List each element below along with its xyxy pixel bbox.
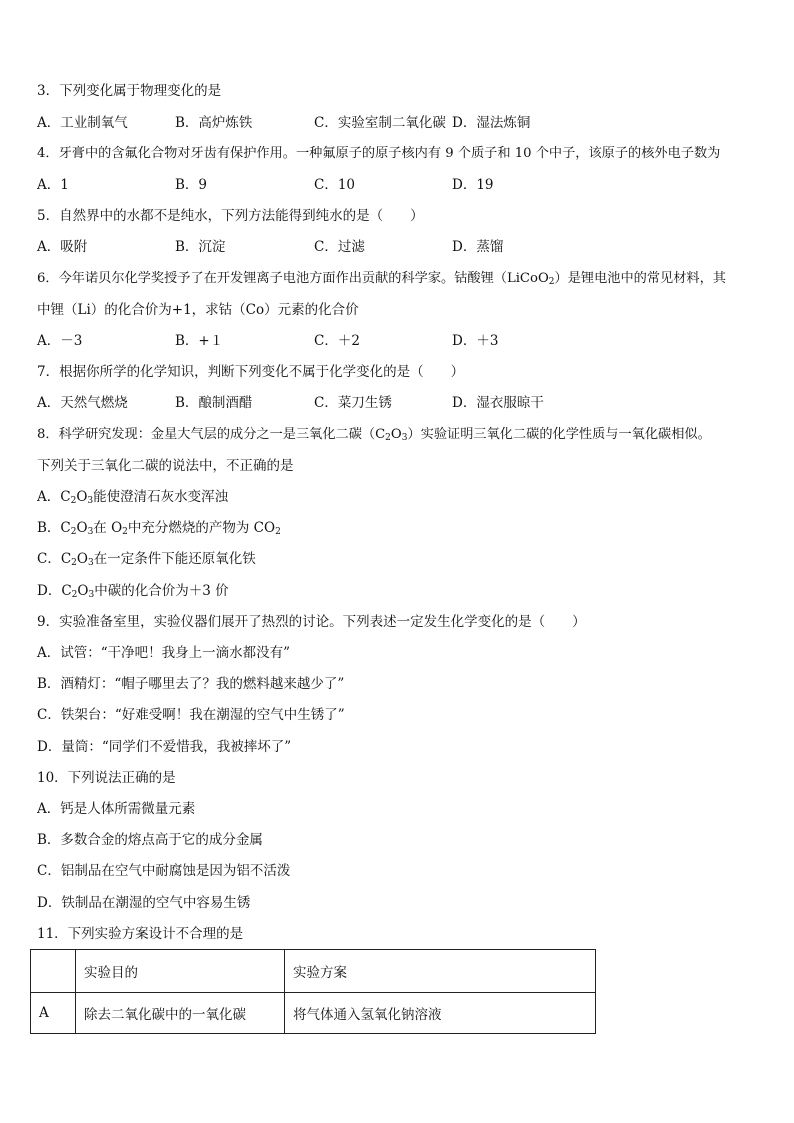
formula-part: O	[76, 520, 88, 536]
formula-part: O	[76, 551, 88, 567]
option-text: 中充分燃烧的产物为 CO	[127, 520, 276, 536]
subscript: 2	[70, 527, 77, 537]
question-5-option-b: B．沉淀	[175, 239, 226, 255]
question-9-option-c: C．铁架台：“好难受啊！我在潮湿的空气中生锈了”	[37, 707, 345, 723]
question-8-stem-line-2: 下列关于三氧化二碳的说法中，不正确的是	[37, 458, 294, 474]
formula-part: O	[76, 489, 88, 505]
question-4-option-a: A．1	[37, 177, 69, 193]
question-7-option-b: B．酿制酒醋	[175, 395, 253, 411]
question-6-option-a: A．－3	[37, 333, 83, 349]
question-11-stem: 11．下列实验方案设计不合理的是	[37, 926, 244, 942]
option-text: 在 O	[93, 520, 123, 536]
question-7-option-a: A．天然气燃烧	[37, 395, 128, 411]
table-cell: 除去二氧化碳中的一氧化碳	[76, 993, 285, 1034]
question-5-option-c: C．过滤	[314, 239, 365, 255]
question-6-stem-text: 6．今年诺贝尔化学奖授予了在开发锂离子电池方面作出贡献的科学家。钴酸锂（LiCoO	[37, 271, 549, 286]
question-5-stem: 5．自然界中的水都不是纯水，下列方法能得到纯水的是（ ）	[37, 208, 424, 224]
question-10-option-c: C．铝制品在空气中耐腐蚀是因为铝不活泼	[37, 863, 291, 879]
question-5-option-d: D．蒸馏	[452, 239, 504, 255]
question-8-option-a	[37, 488, 228, 506]
question-4-option-c: C．10	[314, 177, 356, 193]
subscript: 3	[87, 496, 94, 506]
question-10-option-b: B．多数合金的熔点高于它的成分金属	[37, 832, 263, 848]
question-7-option-c: C．菜刀生锈	[314, 395, 392, 411]
question-6-stem-line-2: 中锂（Li）的化合价为+1，求钴（Co）元素的化合价	[37, 302, 359, 318]
table-header-cell: 实验目的	[76, 950, 285, 993]
table-header-cell	[31, 950, 76, 993]
question-8-option-d	[37, 582, 229, 600]
formula-part: A．C	[37, 489, 71, 505]
subscript: 2	[548, 277, 555, 287]
table-cell: A	[31, 993, 76, 1034]
question-10-stem: 10．下列说法正确的是	[37, 770, 176, 786]
question-4-option-d: D．19	[452, 177, 494, 193]
formula-part: O	[77, 583, 89, 599]
formula-part: B．C	[37, 520, 71, 536]
question-7-option-d: D．湿衣服晾干	[452, 395, 544, 411]
experiment-table	[30, 949, 596, 1034]
question-3-option-b: B．高炉炼铁	[175, 115, 253, 131]
question-8-stem-text: 8．科学研究发现：金星大气层的成分之一是三氧化二碳（C	[37, 427, 386, 442]
formula-part: C．C	[37, 551, 72, 567]
question-9-stem: 9．实验准备室里，实验仪器们展开了热烈的讨论。下列表述一定发生化学变化的是（ ）	[37, 614, 586, 630]
option-text: 在一定条件下能还原氧化铁	[93, 551, 256, 567]
question-8-option-c	[37, 550, 256, 568]
question-6-option-d: D．＋3	[452, 333, 499, 349]
question-3-option-c: C．实验室制二氧化碳	[314, 115, 446, 131]
question-10-option-a: A．钙是人体所需微量元素	[37, 801, 196, 817]
subscript: 2	[122, 527, 128, 537]
table-header-cell: 实验方案	[285, 950, 596, 993]
question-8-stem-tail: ）实验证明三氧化二碳的化学性质与一氧化碳相似。	[407, 427, 711, 442]
question-7-stem: 7．根据你所学的化学知识，判断下列变化不属于化学变化的是（ ）	[37, 364, 465, 380]
option-text: 中碳的化合价为＋3 价	[94, 583, 229, 599]
formula-part: O	[390, 427, 402, 442]
subscript: 2	[71, 590, 78, 600]
question-6-option-c: C．＋2	[314, 333, 360, 349]
table-header-row	[31, 950, 596, 993]
question-6-stem-line-1	[37, 270, 726, 288]
subscript: 3	[401, 433, 408, 443]
subscript: 2	[71, 558, 77, 568]
question-8-stem-line-1	[37, 426, 711, 444]
question-6-option-b: B．+１	[175, 333, 224, 349]
subscript: 3	[87, 527, 94, 537]
subscript: 3	[88, 590, 95, 600]
subscript: 2	[275, 527, 281, 537]
question-9-option-a: A．试管：“干净吧！我身上一滴水都没有”	[37, 645, 291, 661]
question-6-stem-tail: ）是锂电池中的常见材料，其	[554, 271, 726, 286]
formula-part: D．C	[37, 583, 72, 599]
subscript: 2	[385, 433, 391, 443]
question-10-option-d: D．铁制品在潮湿的空气中容易生锈	[37, 895, 251, 911]
question-3-option-d: D．湿法炼铜	[452, 115, 531, 131]
question-3-stem: 3．下列变化属于物理变化的是	[37, 83, 222, 99]
question-4-option-b: B．9	[175, 177, 208, 193]
subscript: 3	[87, 558, 94, 568]
table-row	[31, 993, 596, 1034]
subscript: 2	[70, 496, 77, 506]
question-4-stem: 4．牙膏中的含氟化合物对牙齿有保护作用。一种氟原子的原子核内有 9 个质子和 10 个中子，该原子的核外电子数为	[37, 146, 721, 161]
question-8-option-b	[37, 519, 281, 537]
option-text: 能使澄清石灰水变浑浊	[93, 489, 229, 505]
question-5-option-a: A．吸附	[37, 239, 88, 255]
question-9-option-b: B．酒精灯：“帽子哪里去了？我的燃料越来越少了”	[37, 676, 345, 692]
table-cell: 将气体通入氢氧化钠溶液	[285, 993, 596, 1034]
question-3-option-a: A．工业制氧气	[37, 115, 128, 131]
question-9-option-d: D．量筒：“同学们不爱惜我，我被摔坏了”	[37, 739, 292, 755]
